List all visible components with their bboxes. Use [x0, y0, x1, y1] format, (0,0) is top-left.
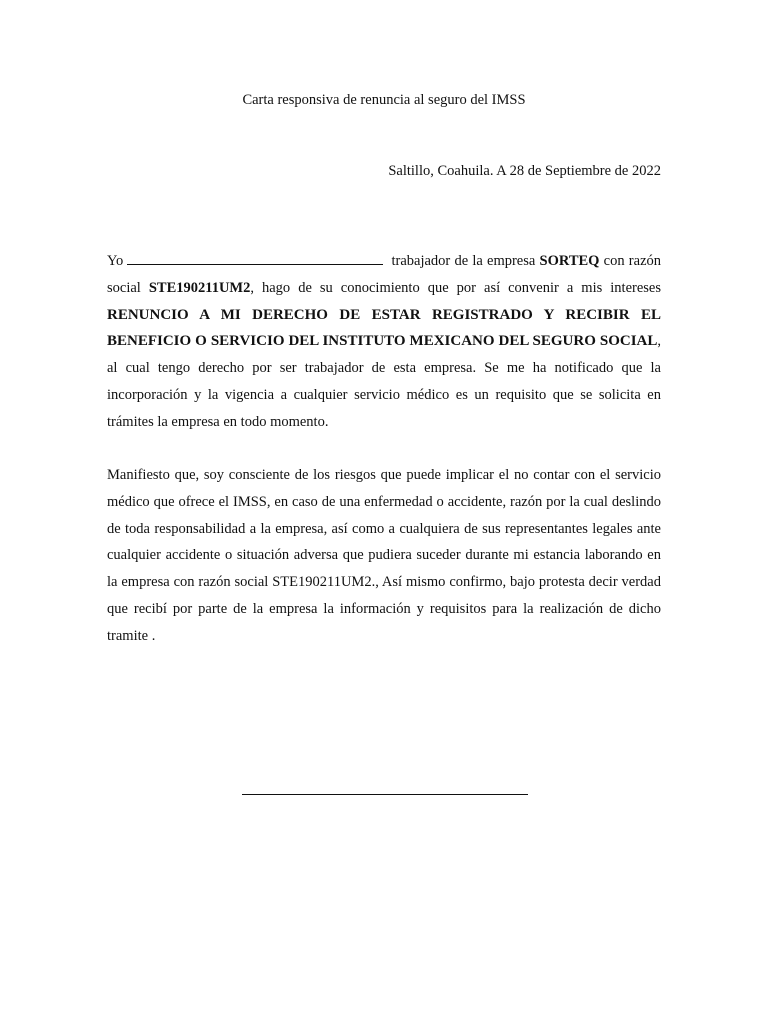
notification-text: , al cual tengo derecho por ser trabajador de esta empresa. Se me ha notificado que la incorporación y la vigencia a cualquier servicio médico es un requisito que se solicita en trámites la empresa en todo momento. [107, 333, 661, 430]
renuncia-statement: RENUNCIO A MI DERECHO DE ESTAR REGISTRADO Y RECIBIR EL BENEFICIO O SERVICIO DEL INSTITUTO MEXICANO DEL SEGURO SOCIAL [107, 306, 661, 350]
company-name: SORTEQ [539, 253, 600, 269]
place-date: Saltillo, Coahuila. A 28 de Septiembre de 2022 [388, 163, 661, 179]
paragraph-declaration [107, 248, 661, 436]
company-rfc: STE190211UM2 [148, 279, 251, 296]
document-title: Carta responsiva de renuncia al seguro del IMSS [242, 92, 526, 108]
signature-line [242, 794, 528, 795]
intent-text: , hago de su conocimiento que por así convenir a mis intereses [250, 279, 661, 296]
name-blank-line [127, 250, 383, 265]
yo-text: Yo [107, 253, 124, 269]
paragraph-acknowledgement: Manifiesto que, soy consciente de los riesgos que puede implicar el no contar con el servicio médico que ofrece el IMSS, en caso de una enfermedad o accidente, razón por la cual deslindo de toda responsabilidad a la empresa, así como a cualquiera de sus representantes legales ante cualquier accidente o situación adversa que pudiera suceder durante mi estancia laborando en la empresa con razón social STE190211UM2., Así mismo confirmo, bajo protesta decir verdad que recibí por parte de la empresa la información y requisitos para la realización de dicho tramite . [107, 467, 661, 644]
razon-social-text: con razón social [107, 253, 662, 296]
worker-text: trabajador de la empresa [391, 253, 536, 269]
